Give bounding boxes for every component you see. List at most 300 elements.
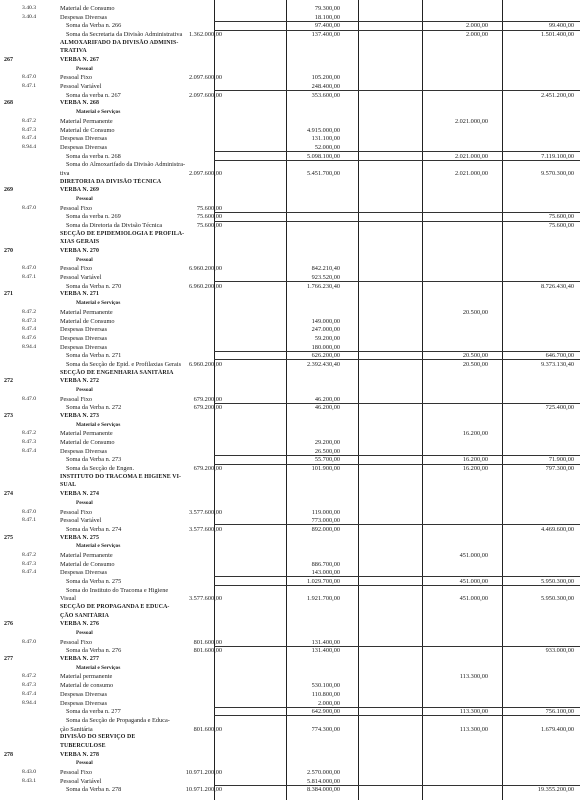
- item-description: Material de Consumo: [60, 439, 115, 447]
- amount-col-2: 4.915.000,00: [306, 126, 340, 134]
- item-description: Material permanente: [60, 673, 113, 681]
- amount-col-2: 642.900,00: [311, 708, 340, 716]
- item-description: DIRETORIA DA DIVISÃO TÉCNICA: [60, 178, 162, 185]
- account-code: 8.47.3: [22, 560, 36, 567]
- account-code: 3.40.4: [22, 13, 36, 20]
- amount-col-2: 353.600,00: [311, 91, 340, 99]
- amount-total: 75.600,00: [548, 222, 574, 230]
- verba-number: 274: [4, 491, 13, 498]
- amount-col-2: 79.300,00: [314, 5, 340, 12]
- table-row: [0, 438, 580, 447]
- total-rule: [214, 715, 580, 716]
- amount-col-2: 29.200,00: [314, 439, 340, 447]
- account-code: 8.47.4: [22, 690, 36, 697]
- amount-col-4: 16.200,00: [462, 430, 488, 438]
- amount-col-4: 113.300,00: [459, 673, 488, 681]
- table-row: [0, 620, 580, 629]
- table-row: [0, 134, 580, 143]
- verba-number: 269: [4, 187, 13, 194]
- amount-col-2: 18.100,00: [314, 13, 340, 21]
- total-rule: [214, 359, 580, 360]
- amount-col-2: 137.400,00: [311, 31, 340, 39]
- item-description: Material de Consumo: [60, 5, 115, 12]
- amount-col-2: 180.000,00: [311, 343, 340, 351]
- amount-col-2: 2.000,00: [317, 699, 340, 707]
- account-code: 8.47.1: [22, 83, 36, 90]
- table-row: [0, 534, 580, 543]
- item-description: VERBA N. 278: [60, 751, 100, 758]
- total-rule: [214, 576, 580, 577]
- table-row: [0, 508, 580, 517]
- amount-col-2: 247.000,00: [311, 326, 340, 334]
- item-description: Pessoal: [76, 386, 93, 393]
- table-row: [0, 672, 580, 681]
- total-rule: [214, 281, 580, 282]
- amount-col-1: 75.600,00: [196, 222, 222, 230]
- item-description: Pessoal: [76, 499, 93, 506]
- table-row: [0, 334, 580, 343]
- item-description: Despesas Diversas: [60, 343, 108, 351]
- item-description: Soma da Verba n. 274: [66, 525, 122, 533]
- total-rule: [214, 455, 580, 456]
- amount-col-2: 131.400,00: [311, 638, 340, 646]
- table-row: [0, 186, 580, 195]
- item-description: Pessoal: [76, 256, 93, 263]
- amount-col-2: 26.500,00: [314, 447, 340, 455]
- item-description: Pessoal Fixo: [60, 204, 93, 212]
- amount-col-1: 801.600,00: [193, 638, 222, 646]
- item-description: VERBA N. 271: [60, 291, 100, 298]
- item-description: VERBA N. 272: [60, 378, 100, 385]
- total-rule: [214, 351, 580, 352]
- amount-col-2: 1.766.230,40: [306, 282, 340, 290]
- total-rule: [214, 785, 580, 786]
- table-row: [0, 178, 580, 187]
- amount-col-2: 131.400,00: [311, 647, 340, 655]
- table-row: [0, 65, 580, 74]
- total-rule: [214, 21, 580, 22]
- account-code: 8.43.0: [22, 768, 36, 775]
- amount-col-2: 119.000,00: [311, 508, 340, 516]
- table-row: [0, 4, 580, 13]
- total-rule: [214, 585, 580, 586]
- amount-col-2: 97.400,00: [314, 22, 340, 30]
- table-row: [0, 725, 580, 734]
- amount-col-2: 2.570.000,00: [306, 768, 340, 776]
- amount-total: 99.400,00: [548, 22, 574, 30]
- item-description: Soma do Instituto do Tracoma e Higiene: [66, 586, 169, 594]
- amount-col-2: 105.200,00: [311, 74, 340, 82]
- table-row: [0, 91, 580, 100]
- verba-number: 276: [4, 621, 13, 628]
- account-code: 8.47.4: [22, 135, 36, 142]
- item-description: DIVISÃO DO SERVIÇO DE: [60, 734, 136, 741]
- amount-col-4: 2.021.000,00: [454, 169, 488, 177]
- item-description: Material de Consumo: [60, 126, 115, 134]
- amount-col-1: 10.971.200,00: [185, 768, 222, 776]
- amount-total: 9.373.130,40: [540, 360, 574, 368]
- verba-number: 278: [4, 751, 13, 758]
- account-code: 8.47.1: [22, 517, 36, 524]
- item-description: TUBERCULOSE: [60, 742, 106, 749]
- item-description: Soma da verba n. 277: [66, 708, 121, 716]
- item-description: Soma da Diretoria da Divisão Técnica: [66, 222, 163, 230]
- item-description: SUAL: [60, 482, 77, 489]
- item-description: Soma da Verba n. 266: [66, 22, 122, 30]
- item-description: VERBA N. 270: [60, 248, 100, 255]
- amount-total: 8.726.430,40: [540, 282, 574, 290]
- account-code: 8.47.3: [22, 317, 36, 324]
- table-row: [0, 290, 580, 299]
- amount-col-4: 16.200,00: [462, 456, 488, 464]
- table-row: [0, 429, 580, 438]
- table-row: [0, 542, 580, 551]
- table-row: [0, 73, 580, 82]
- item-description: Soma da Secção de Propaganda e Educa-: [66, 716, 170, 724]
- table-row: [0, 282, 580, 291]
- account-code: 8.43.1: [22, 777, 36, 784]
- amount-total: 19.355.200,00: [537, 786, 574, 794]
- item-description: ÇÃO SANITÁRIA: [60, 612, 109, 619]
- item-description: Pessoal: [76, 195, 93, 202]
- item-description: Soma da Verba n. 271: [66, 352, 122, 360]
- account-code: 8.47.2: [22, 430, 36, 437]
- item-description: INSTITUTO DO TRACOMA E HIGIENE VI-: [60, 473, 182, 480]
- verba-number: 272: [4, 378, 13, 385]
- amount-col-2: 46.200,00: [314, 404, 340, 412]
- amount-col-2: 5.098.100,00: [306, 152, 340, 160]
- table-row: [0, 230, 580, 239]
- amount-col-2: 8.384.000,00: [306, 786, 340, 794]
- total-rule: [214, 151, 580, 152]
- table-row: [0, 733, 580, 742]
- item-description: VERBA N. 273: [60, 413, 100, 420]
- table-row: [0, 785, 580, 794]
- account-code: 8.47.0: [22, 204, 36, 211]
- table-row: [0, 126, 580, 135]
- amount-col-2: 886.700,00: [311, 560, 340, 568]
- account-code: 8.47.1: [22, 274, 36, 281]
- amount-total: 2.451.200,00: [540, 91, 574, 99]
- amount-col-1: 801.600,00: [193, 725, 222, 733]
- item-description: Soma da Verba n. 272: [66, 404, 122, 412]
- verba-number: 277: [4, 656, 13, 663]
- account-code: 8.47.3: [22, 682, 36, 689]
- amount-col-2: 842.210,40: [311, 265, 340, 273]
- account-code: 8.47.4: [22, 569, 36, 576]
- item-description: Soma da Verba n. 273: [66, 456, 122, 464]
- table-row: [0, 377, 580, 386]
- amount-col-1: 2.097.600,00: [188, 74, 222, 82]
- item-description: Pessoal Variável: [60, 777, 102, 785]
- table-row: [0, 108, 580, 117]
- amount-col-2: 1.921.700,00: [306, 595, 340, 603]
- amount-total: 756.100,00: [545, 708, 574, 716]
- amount-col-1: 801.600,00: [193, 647, 222, 655]
- item-description: Pessoal Variável: [60, 83, 102, 91]
- item-description: TRATIVA: [60, 48, 87, 55]
- amount-col-2: 774.300,00: [311, 725, 340, 733]
- account-code: 8.47.2: [22, 308, 36, 315]
- amount-col-4: 16.200,00: [462, 465, 488, 473]
- item-description: ção Sanitária: [60, 725, 93, 733]
- table-row: [0, 742, 580, 751]
- table-row: [0, 317, 580, 326]
- item-description: Pessoal Fixo: [60, 265, 93, 273]
- item-description: SECÇÃO DE EPIDEMIOLOGIA E PROFILA-: [60, 230, 185, 237]
- account-code: 8.47.0: [22, 638, 36, 645]
- table-row: [0, 759, 580, 768]
- item-description: Material e Serviços: [76, 664, 121, 671]
- amount-total: 933.000,00: [545, 647, 574, 655]
- account-code: 8.47.4: [22, 447, 36, 454]
- table-row: [0, 751, 580, 760]
- item-description: Soma da Secção de Engen.: [66, 465, 135, 473]
- item-description: Pessoal Fixo: [60, 768, 93, 776]
- item-description: Despesas Diversas: [60, 135, 108, 143]
- amount-col-2: 626.200,00: [311, 352, 340, 360]
- item-description: Visual: [60, 595, 77, 603]
- item-description: VERBA N. 267: [60, 57, 100, 64]
- item-description: Pessoal Fixo: [60, 395, 93, 403]
- table-row: [0, 160, 580, 169]
- account-code: 8.47.2: [22, 551, 36, 558]
- table-row: [0, 325, 580, 334]
- table-row: [0, 99, 580, 108]
- item-description: Soma da verba n. 267: [66, 91, 121, 99]
- amount-col-2: 530.100,00: [311, 682, 340, 690]
- table-row: [0, 603, 580, 612]
- amount-total: 9.570.300,00: [540, 169, 574, 177]
- amount-col-2: 149.000,00: [311, 317, 340, 325]
- amount-col-2: 2.392.430,40: [306, 360, 340, 368]
- total-rule: [214, 403, 580, 404]
- item-description: Despesas Diversas: [60, 569, 108, 577]
- table-row: [0, 308, 580, 317]
- amount-total: 71.900,00: [548, 456, 574, 464]
- table-row: [0, 30, 580, 39]
- item-description: VERBA N. 276: [60, 621, 100, 628]
- table-row: [0, 56, 580, 65]
- table-row: [0, 716, 580, 725]
- item-description: ALMOXARIFADO DA DIVISÃO ADMINIS-: [60, 39, 179, 46]
- account-code: 8.47.0: [22, 74, 36, 81]
- table-row: [0, 646, 580, 655]
- verba-number: 275: [4, 534, 13, 541]
- item-description: Despesas Diversas: [60, 699, 108, 707]
- table-row: [0, 221, 580, 230]
- item-description: Material e Serviços: [76, 300, 121, 307]
- amount-col-1: 75.600,00: [196, 204, 222, 212]
- item-description: Soma da Verba n. 276: [66, 647, 122, 655]
- amount-col-2: 1.029.700,00: [306, 577, 340, 585]
- item-description: Soma da verba n. 269: [66, 213, 121, 221]
- amount-col-2: 892.000,00: [311, 525, 340, 533]
- amount-col-4: 2.000,00: [465, 31, 488, 39]
- amount-col-1: 6.960.200,00: [188, 265, 222, 273]
- item-description: Pessoal Fixo: [60, 74, 93, 82]
- amount-col-1: 6.960.200,00: [188, 360, 222, 368]
- item-description: Material Permanente: [60, 308, 113, 316]
- item-description: Despesas Diversas: [60, 690, 108, 698]
- amount-col-1: 6.960.200,00: [188, 282, 222, 290]
- item-description: Pessoal Variável: [60, 274, 102, 282]
- table-row: [0, 386, 580, 395]
- item-description: Despesas Diversas: [60, 447, 108, 455]
- amount-col-1: 679.200,00: [193, 395, 222, 403]
- total-rule: [214, 707, 580, 708]
- amount-col-2: 131.100,00: [311, 135, 340, 143]
- total-rule: [214, 160, 580, 161]
- item-description: Material e Serviços: [76, 421, 121, 428]
- table-row: [0, 525, 580, 534]
- account-code: 8.47.3: [22, 126, 36, 133]
- item-description: Material e Serviços: [76, 543, 121, 550]
- amount-col-2: 143.000,00: [311, 569, 340, 577]
- item-description: Soma da Verba n. 270: [66, 282, 122, 290]
- total-rule: [214, 464, 580, 465]
- amount-col-4: 2.000,00: [465, 22, 488, 30]
- total-rule: [214, 90, 580, 91]
- amount-col-4: 113.300,00: [459, 708, 488, 716]
- table-row: [0, 47, 580, 56]
- table-row: [0, 403, 580, 412]
- table-row: [0, 247, 580, 256]
- verba-number: 271: [4, 291, 13, 298]
- item-description: Pessoal: [76, 630, 93, 637]
- item-description: XIAS GERAIS: [60, 239, 100, 246]
- account-code: 8.47.3: [22, 439, 36, 446]
- item-description: VERBA N. 269: [60, 187, 100, 194]
- table-row: [0, 551, 580, 560]
- item-description: Pessoal: [76, 760, 93, 767]
- table-row: [0, 655, 580, 664]
- item-description: Pessoal Variável: [60, 517, 102, 525]
- item-description: SECÇÃO DE PROPAGANDA E EDUCA-: [60, 604, 170, 610]
- table-row: [0, 594, 580, 603]
- amount-total: 725.400,00: [545, 404, 574, 412]
- amount-col-2: 110.800,00: [311, 690, 340, 698]
- amount-col-4: 20.500,00: [462, 360, 488, 368]
- amount-col-1: 679.200,00: [193, 465, 222, 473]
- amount-total: 4.469.600,00: [540, 525, 574, 533]
- item-description: Material de Consumo: [60, 317, 115, 325]
- table-row: [0, 612, 580, 621]
- amount-col-1: 3.577.600,00: [188, 508, 222, 516]
- total-rule: [214, 221, 580, 222]
- amount-col-4: 113.300,00: [459, 725, 488, 733]
- item-description: Pessoal: [76, 65, 93, 72]
- account-code: 8.47.0: [22, 508, 36, 515]
- item-description: Material Permanente: [60, 551, 113, 559]
- table-row: [0, 117, 580, 126]
- account-code: 8.47.0: [22, 395, 36, 402]
- amount-col-1: 1.362.000,00: [188, 31, 222, 39]
- amount-col-4: 451.000,00: [459, 577, 488, 585]
- item-description: tiva: [60, 169, 70, 177]
- amount-total: 1.679.400,00: [540, 725, 574, 733]
- account-code: 8.47.0: [22, 265, 36, 272]
- total-rule: [214, 524, 580, 525]
- item-description: SECÇÃO DE ENGENHARIA SANITÁRIA: [60, 369, 174, 376]
- table-row: [0, 464, 580, 473]
- item-description: Despesas Diversas: [60, 326, 108, 334]
- amount-col-1: 75.600,00: [196, 213, 222, 221]
- account-code: 8.94.4: [22, 699, 36, 706]
- amount-col-2: 55.700,00: [314, 456, 340, 464]
- table-row: [0, 560, 580, 569]
- amount-col-4: 20.500,00: [462, 352, 488, 360]
- item-description: Despesas Diversas: [60, 334, 108, 342]
- table-row: [0, 195, 580, 204]
- item-description: Material Permanente: [60, 117, 113, 125]
- amount-col-2: 52.000,00: [314, 143, 340, 151]
- amount-col-4: 2.021.000,00: [454, 117, 488, 125]
- table-row: [0, 412, 580, 421]
- item-description: Material e Serviços: [76, 109, 121, 116]
- amount-total: 646.700,00: [545, 352, 574, 360]
- item-description: Soma da Secretaria da Divisão Administrativa: [66, 31, 183, 39]
- amount-col-2: 101.900,00: [311, 465, 340, 473]
- item-description: Soma da Secção de Epid. e Profilaxias Gerais: [66, 360, 182, 368]
- amount-col-1: 2.097.600,00: [188, 91, 222, 99]
- account-code: 8.47.2: [22, 117, 36, 124]
- item-description: Soma do Almoxarifado da Divisão Administra-: [66, 161, 186, 169]
- table-row: [0, 586, 580, 595]
- table-row: [0, 768, 580, 777]
- table-row: [0, 169, 580, 178]
- table-row: [0, 256, 580, 265]
- table-row: [0, 360, 580, 369]
- item-description: Despesas Diversas: [60, 13, 108, 21]
- amount-col-4: 2.021.000,00: [454, 152, 488, 160]
- table-row: [0, 629, 580, 638]
- amount-total: 5.950.300,00: [540, 595, 574, 603]
- total-rule: [214, 646, 580, 647]
- item-description: Despesas Diversas: [60, 143, 108, 151]
- item-description: Pessoal Fixo: [60, 508, 93, 516]
- amount-col-2: 773.000,00: [311, 517, 340, 525]
- account-code: 8.47.6: [22, 334, 36, 341]
- table-row: [0, 481, 580, 490]
- amount-total: 75.600,00: [548, 213, 574, 221]
- table-row: [0, 681, 580, 690]
- item-description: Soma da Verba n. 275: [66, 577, 122, 585]
- amount-col-2: 46.200,00: [314, 395, 340, 403]
- account-code: 3.40.3: [22, 5, 36, 11]
- item-description: Soma da Verba n. 278: [66, 786, 122, 794]
- total-rule: [214, 212, 580, 213]
- item-description: Material Permanente: [60, 430, 113, 438]
- table-row: [0, 299, 580, 308]
- amount-col-1: 679.200,00: [193, 404, 222, 412]
- verba-number: 273: [4, 413, 13, 420]
- amount-col-1: 10.971.200,00: [185, 786, 222, 794]
- amount-col-4: 451.000,00: [459, 595, 488, 603]
- table-row: [0, 39, 580, 48]
- table-row: [0, 499, 580, 508]
- amount-total: 7.119.100,00: [541, 152, 574, 160]
- amount-total: 797.300,00: [545, 465, 574, 473]
- table-row: [0, 664, 580, 673]
- account-code: 8.47.2: [22, 673, 36, 680]
- amount-col-1: 3.577.600,00: [188, 595, 222, 603]
- item-description: VERBA N. 268: [60, 100, 100, 107]
- verba-number: 270: [4, 248, 13, 255]
- item-description: VERBA N. 275: [60, 534, 100, 541]
- verba-number: 267: [4, 57, 13, 64]
- amount-col-2: 923.520,00: [311, 274, 340, 282]
